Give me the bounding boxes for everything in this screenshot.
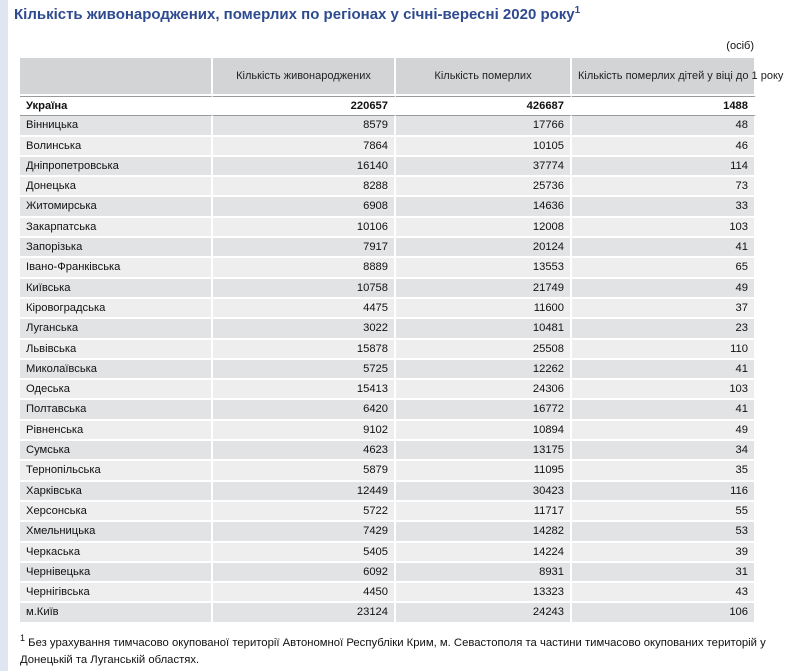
cell-region: Запорізька [20, 238, 213, 258]
footnote-text: Без урахування тимчасово окупованої території Автономної Республіки Крим, м. Севастополя та частини тимчасово окупованих територій у Донецькій та Луганській областях. [20, 636, 766, 666]
cell-deaths: 12008 [396, 218, 572, 238]
cell-infant-deaths: 35 [572, 461, 756, 481]
cell-deaths: 8931 [396, 563, 572, 583]
units-label: (осіб) [726, 40, 754, 52]
table-row [20, 360, 756, 380]
cell-region: Херсонська [20, 502, 213, 522]
cell-deaths: 25508 [396, 340, 572, 360]
cell-infant-deaths: 116 [572, 482, 756, 502]
cell-infant-deaths: 73 [572, 177, 756, 197]
cell-region: Івано-Франківська [20, 258, 213, 278]
cell-deaths: 14636 [396, 197, 572, 217]
cell-deaths: 10105 [396, 137, 572, 157]
table-row [20, 279, 756, 299]
cell-deaths: 13323 [396, 583, 572, 603]
cell-deaths: 24243 [396, 603, 572, 623]
table-row [20, 319, 756, 339]
cell-region: Рівненська [20, 421, 213, 441]
table-row [20, 543, 756, 563]
cell-births: 6420 [213, 400, 396, 420]
header-births: Кількість живонароджених [213, 58, 396, 96]
cell-infant-deaths: 23 [572, 319, 756, 339]
cell-deaths: 16772 [396, 400, 572, 420]
cell-region: Сумська [20, 441, 213, 461]
header-deaths: Кількість померлих [396, 58, 572, 96]
cell-deaths: 11095 [396, 461, 572, 481]
cell-births: 8889 [213, 258, 396, 278]
cell-deaths: 11717 [396, 502, 572, 522]
cell-births: 3022 [213, 319, 396, 339]
cell-region: Київська [20, 279, 213, 299]
table-row [20, 400, 756, 420]
cell-births: 220657 [213, 96, 396, 116]
cell-births: 10106 [213, 218, 396, 238]
cell-births: 8579 [213, 116, 396, 136]
table-row [20, 299, 756, 319]
cell-births: 7429 [213, 522, 396, 542]
cell-births: 5879 [213, 461, 396, 481]
cell-births: 10758 [213, 279, 396, 299]
cell-region: Чернігівська [20, 583, 213, 603]
footnote [20, 630, 780, 669]
cell-region: Луганська [20, 319, 213, 339]
cell-deaths: 14224 [396, 543, 572, 563]
cell-infant-deaths: 55 [572, 502, 756, 522]
data-table [20, 58, 784, 624]
cell-deaths: 13175 [396, 441, 572, 461]
cell-infant-deaths: 41 [572, 238, 756, 258]
cell-births: 4450 [213, 583, 396, 603]
cell-region: Кіровоградська [20, 299, 213, 319]
cell-infant-deaths: 31 [572, 563, 756, 583]
cell-region: Донецька [20, 177, 213, 197]
cell-infant-deaths: 103 [572, 218, 756, 238]
cell-deaths: 37774 [396, 157, 572, 177]
cell-deaths: 30423 [396, 482, 572, 502]
cell-births: 23124 [213, 603, 396, 623]
cell-births: 6908 [213, 197, 396, 217]
cell-infant-deaths: 39 [572, 543, 756, 563]
cell-infant-deaths: 110 [572, 340, 756, 360]
table-row [20, 502, 756, 522]
cell-deaths: 14282 [396, 522, 572, 542]
table-header-row [20, 58, 756, 96]
table-row [20, 157, 756, 177]
cell-infant-deaths: 34 [572, 441, 756, 461]
cell-deaths: 426687 [396, 96, 572, 116]
cell-infant-deaths: 103 [572, 380, 756, 400]
cell-region: Харківська [20, 482, 213, 502]
cell-infant-deaths: 43 [572, 583, 756, 603]
table-row [20, 522, 756, 542]
cell-infant-deaths: 53 [572, 522, 756, 542]
cell-births: 5722 [213, 502, 396, 522]
table-row [20, 340, 756, 360]
cell-region: Тернопільська [20, 461, 213, 481]
cell-births: 9102 [213, 421, 396, 441]
page-title [14, 6, 580, 23]
cell-region: Одеська [20, 380, 213, 400]
table-row [20, 603, 756, 623]
title-footnote-mark: 1 [574, 5, 581, 16]
cell-deaths: 25736 [396, 177, 572, 197]
cell-region: Миколаївська [20, 360, 213, 380]
cell-infant-deaths: 41 [572, 360, 756, 380]
cell-births: 16140 [213, 157, 396, 177]
table-row [20, 137, 756, 157]
cell-region: Волинська [20, 137, 213, 157]
cell-deaths: 11600 [396, 299, 572, 319]
cell-births: 5405 [213, 543, 396, 563]
cell-region: Черкаська [20, 543, 213, 563]
table-row [20, 421, 756, 441]
cell-infant-deaths: 65 [572, 258, 756, 278]
cell-births: 4623 [213, 441, 396, 461]
cell-deaths: 10481 [396, 319, 572, 339]
cell-infant-deaths: 49 [572, 421, 756, 441]
cell-deaths: 24306 [396, 380, 572, 400]
table-row [20, 197, 756, 217]
cell-infant-deaths: 48 [572, 116, 756, 136]
title-text: Кількість живонароджених, померлих по регіонах у січні-вересні 2020 року [14, 6, 575, 23]
cell-region: Хмельницька [20, 522, 213, 542]
header-infant-deaths: Кількість померлих дітей у віці до 1 року [572, 58, 756, 96]
cell-births: 5725 [213, 360, 396, 380]
cell-infant-deaths: 49 [572, 279, 756, 299]
cell-deaths: 10894 [396, 421, 572, 441]
cell-deaths: 12262 [396, 360, 572, 380]
cell-infant-deaths: 1488 [572, 96, 756, 116]
cell-births: 7864 [213, 137, 396, 157]
table-row [20, 441, 756, 461]
cell-region: Житомирська [20, 197, 213, 217]
footnote-mark: 1 [20, 633, 26, 643]
table-row [20, 258, 756, 278]
cell-region: Львівська [20, 340, 213, 360]
cell-deaths: 20124 [396, 238, 572, 258]
cell-deaths: 17766 [396, 116, 572, 136]
cell-infant-deaths: 37 [572, 299, 756, 319]
cell-region: м.Київ [20, 603, 213, 623]
table-row [20, 238, 756, 258]
cell-infant-deaths: 41 [572, 400, 756, 420]
cell-births: 4475 [213, 299, 396, 319]
cell-infant-deaths: 33 [572, 197, 756, 217]
table-row [20, 583, 756, 603]
cell-births: 8288 [213, 177, 396, 197]
cell-region: Вінницька [20, 116, 213, 136]
cell-infant-deaths: 46 [572, 137, 756, 157]
table-row [20, 116, 756, 136]
table-row [20, 563, 756, 583]
cell-infant-deaths: 114 [572, 157, 756, 177]
cell-births: 15878 [213, 340, 396, 360]
table-row [20, 218, 756, 238]
table-row [20, 380, 756, 400]
cell-deaths: 21749 [396, 279, 572, 299]
table-row-total [20, 96, 756, 116]
cell-births: 7917 [213, 238, 396, 258]
cell-deaths: 13553 [396, 258, 572, 278]
cell-births: 15413 [213, 380, 396, 400]
table-row [20, 177, 756, 197]
cell-births: 12449 [213, 482, 396, 502]
cell-infant-deaths: 106 [572, 603, 756, 623]
left-strip [0, 0, 8, 671]
cell-region: Закарпатська [20, 218, 213, 238]
header-region [20, 58, 213, 96]
cell-region: Полтавська [20, 400, 213, 420]
table-row [20, 461, 756, 481]
cell-region: Україна [20, 96, 213, 116]
cell-births: 6092 [213, 563, 396, 583]
table-row [20, 482, 756, 502]
cell-region: Дніпропетровська [20, 157, 213, 177]
cell-region: Чернівецька [20, 563, 213, 583]
